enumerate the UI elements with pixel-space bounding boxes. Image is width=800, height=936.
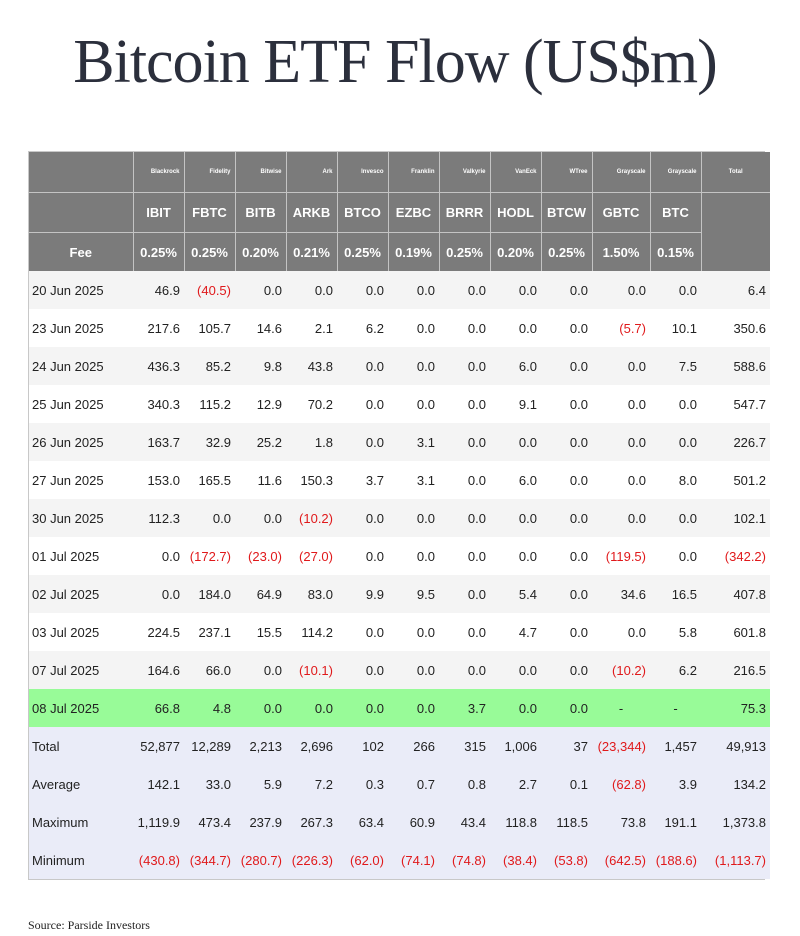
- summary-row: [29, 803, 770, 841]
- flow-value-cell: 0.0: [286, 271, 337, 309]
- flow-value-cell: 5.9: [235, 765, 286, 803]
- fee-cell: 0.15%: [650, 233, 701, 272]
- fee-cell: 0.20%: [490, 233, 541, 272]
- flow-value-cell: 2.7: [490, 765, 541, 803]
- fee-cell: 0.25%: [337, 233, 388, 272]
- flow-value-cell: 0.0: [541, 271, 592, 309]
- fee-cell: 0.25%: [133, 233, 184, 272]
- flow-value-cell: 64.9: [235, 575, 286, 613]
- row-total-cell: 547.7: [701, 385, 770, 423]
- row-total-cell: 6.4: [701, 271, 770, 309]
- flow-value-cell: 163.7: [133, 423, 184, 461]
- flow-value-cell: 0.0: [541, 309, 592, 347]
- flow-value-cell: 83.0: [286, 575, 337, 613]
- flow-value-cell: 0.0: [439, 499, 490, 537]
- flow-value-cell: 0.0: [541, 423, 592, 461]
- issuer-header-cell: Grayscale: [650, 152, 701, 193]
- flow-value-cell: (53.8): [541, 841, 592, 879]
- flow-value-cell: 340.3: [133, 385, 184, 423]
- flow-value-cell: 0.0: [592, 613, 650, 651]
- flow-value-cell: 1.8: [286, 423, 337, 461]
- flow-value-cell: 0.0: [592, 461, 650, 499]
- fee-cell: 0.25%: [439, 233, 490, 272]
- flow-value-cell: 3.7: [337, 461, 388, 499]
- flow-value-cell: 105.7: [184, 309, 235, 347]
- flow-value-cell: 9.8: [235, 347, 286, 385]
- flow-value-cell: 85.2: [184, 347, 235, 385]
- flow-value-cell: 0.0: [133, 575, 184, 613]
- flow-value-cell: (10.2): [286, 499, 337, 537]
- flow-value-cell: 0.0: [439, 461, 490, 499]
- row-total-cell: 134.2: [701, 765, 770, 803]
- row-total-cell: 216.5: [701, 651, 770, 689]
- flow-value-cell: 473.4: [184, 803, 235, 841]
- flow-value-cell: (62.8): [592, 765, 650, 803]
- flow-value-cell: 184.0: [184, 575, 235, 613]
- flow-value-cell: (119.5): [592, 537, 650, 575]
- table-row: [29, 461, 770, 499]
- fee-cell: 0.19%: [388, 233, 439, 272]
- flow-value-cell: 0.0: [337, 651, 388, 689]
- flow-value-cell: 0.0: [490, 499, 541, 537]
- flow-value-cell: 237.9: [235, 803, 286, 841]
- table-row: [29, 575, 770, 613]
- flow-value-cell: 33.0: [184, 765, 235, 803]
- issuer-header-cell: Valkyrie: [439, 152, 490, 193]
- header-corner-cell: [29, 152, 133, 193]
- ticker-header-cell: FBTC: [184, 193, 235, 233]
- ticker-row: [29, 193, 770, 233]
- fee-cell: 0.25%: [541, 233, 592, 272]
- flow-value-cell: 0.0: [388, 537, 439, 575]
- issuer-header-cell: Fidelity: [184, 152, 235, 193]
- flow-value-cell: 43.4: [439, 803, 490, 841]
- flow-value-cell: 115.2: [184, 385, 235, 423]
- flow-value-cell: 118.5: [541, 803, 592, 841]
- issuer-header-cell: Grayscale: [592, 152, 650, 193]
- table-body: [29, 271, 770, 879]
- flow-value-cell: 0.0: [235, 499, 286, 537]
- flow-value-cell: 11.6: [235, 461, 286, 499]
- flow-value-cell: 0.0: [235, 689, 286, 727]
- row-label: 01 Jul 2025: [29, 537, 133, 575]
- flow-value-cell: 34.6: [592, 575, 650, 613]
- flow-value-cell: 142.1: [133, 765, 184, 803]
- row-label: Total: [29, 727, 133, 765]
- issuer-header-cell: VanEck: [490, 152, 541, 193]
- flow-value-cell: -: [650, 689, 701, 727]
- flow-value-cell: 0.0: [541, 689, 592, 727]
- table-row: [29, 499, 770, 537]
- flow-value-cell: 0.0: [439, 537, 490, 575]
- flow-value-cell: 6.2: [650, 651, 701, 689]
- flow-value-cell: 0.0: [592, 499, 650, 537]
- row-label: 25 Jun 2025: [29, 385, 133, 423]
- row-total-cell: 1,373.8: [701, 803, 770, 841]
- page-title: Bitcoin ETF Flow (US$m): [73, 28, 717, 96]
- total-column-header: Total: [701, 152, 770, 193]
- flow-value-cell: (5.7): [592, 309, 650, 347]
- flow-value-cell: 4.8: [184, 689, 235, 727]
- flow-value-cell: 0.0: [235, 651, 286, 689]
- flow-value-cell: 0.1: [541, 765, 592, 803]
- ticker-header-cell: BTCW: [541, 193, 592, 233]
- flow-value-cell: 0.0: [235, 271, 286, 309]
- flow-value-cell: 0.0: [650, 423, 701, 461]
- table-row: [29, 309, 770, 347]
- flow-value-cell: 224.5: [133, 613, 184, 651]
- flow-value-cell: 0.0: [490, 309, 541, 347]
- flow-value-cell: 73.8: [592, 803, 650, 841]
- issuer-header-cell: WTree: [541, 152, 592, 193]
- flow-value-cell: 70.2: [286, 385, 337, 423]
- flow-value-cell: 0.0: [337, 499, 388, 537]
- flow-value-cell: 118.8: [490, 803, 541, 841]
- flow-value-cell: 0.0: [388, 271, 439, 309]
- flow-value-cell: 0.0: [388, 613, 439, 651]
- flow-value-cell: 0.7: [388, 765, 439, 803]
- flow-value-cell: 5.8: [650, 613, 701, 651]
- flow-value-cell: (226.3): [286, 841, 337, 879]
- row-total-cell: (1,113.7): [701, 841, 770, 879]
- fee-cell: 0.21%: [286, 233, 337, 272]
- issuer-header-cell: Franklin: [388, 152, 439, 193]
- flow-value-cell: 0.0: [592, 271, 650, 309]
- flow-value-cell: 0.0: [592, 347, 650, 385]
- row-total-cell: (342.2): [701, 537, 770, 575]
- ticker-header-cell: EZBC: [388, 193, 439, 233]
- flow-value-cell: (172.7): [184, 537, 235, 575]
- flow-value-cell: 0.0: [388, 385, 439, 423]
- flow-value-cell: 0.0: [541, 537, 592, 575]
- ticker-corner-cell: [29, 193, 133, 233]
- flow-value-cell: 0.0: [286, 689, 337, 727]
- issuer-header-cell: Bitwise: [235, 152, 286, 193]
- flow-value-cell: 2,213: [235, 727, 286, 765]
- fee-cell: 0.25%: [184, 233, 235, 272]
- flow-value-cell: 3.7: [439, 689, 490, 727]
- row-total-cell: 49,913: [701, 727, 770, 765]
- fee-cell: 1.50%: [592, 233, 650, 272]
- flow-value-cell: 0.0: [490, 651, 541, 689]
- flow-value-cell: 6.2: [337, 309, 388, 347]
- flow-value-cell: 0.0: [439, 651, 490, 689]
- flow-value-cell: 153.0: [133, 461, 184, 499]
- flow-value-cell: 0.0: [650, 385, 701, 423]
- flow-value-cell: 0.0: [541, 461, 592, 499]
- flow-value-cell: 0.0: [650, 537, 701, 575]
- flow-value-cell: 43.8: [286, 347, 337, 385]
- flow-value-cell: 0.0: [337, 347, 388, 385]
- flow-value-cell: 0.0: [650, 499, 701, 537]
- flow-value-cell: 267.3: [286, 803, 337, 841]
- fee-cell: 0.20%: [235, 233, 286, 272]
- flow-value-cell: 0.0: [490, 423, 541, 461]
- flow-value-cell: (74.8): [439, 841, 490, 879]
- ticker-header-cell: BTC: [650, 193, 701, 233]
- flow-value-cell: 1,006: [490, 727, 541, 765]
- flow-value-cell: 3.1: [388, 461, 439, 499]
- flow-value-cell: 0.0: [541, 575, 592, 613]
- flow-value-cell: 9.9: [337, 575, 388, 613]
- flow-value-cell: 0.0: [541, 651, 592, 689]
- flow-value-cell: 0.8: [439, 765, 490, 803]
- table-row: [29, 347, 770, 385]
- flow-value-cell: 0.0: [337, 385, 388, 423]
- flow-value-cell: -: [592, 689, 650, 727]
- table-row: [29, 613, 770, 651]
- issuer-row: [29, 152, 770, 193]
- row-label: Maximum: [29, 803, 133, 841]
- flow-value-cell: 0.0: [541, 347, 592, 385]
- row-label: 23 Jun 2025: [29, 309, 133, 347]
- flow-value-cell: 0.3: [337, 765, 388, 803]
- row-label: 02 Jul 2025: [29, 575, 133, 613]
- flow-value-cell: 0.0: [592, 423, 650, 461]
- flow-value-cell: 5.4: [490, 575, 541, 613]
- row-label: Average: [29, 765, 133, 803]
- table-row: [29, 689, 770, 727]
- etf-flow-table: [29, 152, 770, 879]
- flow-value-cell: (23.0): [235, 537, 286, 575]
- flow-value-cell: 114.2: [286, 613, 337, 651]
- table-row: [29, 385, 770, 423]
- flow-value-cell: 0.0: [439, 575, 490, 613]
- flow-value-cell: 0.0: [650, 271, 701, 309]
- flow-value-cell: 112.3: [133, 499, 184, 537]
- flow-value-cell: (74.1): [388, 841, 439, 879]
- ticker-header-cell: IBIT: [133, 193, 184, 233]
- flow-value-cell: 266: [388, 727, 439, 765]
- issuer-header-cell: Ark: [286, 152, 337, 193]
- summary-row: [29, 841, 770, 879]
- flow-value-cell: (10.2): [592, 651, 650, 689]
- table-row: [29, 271, 770, 309]
- flow-value-cell: 12,289: [184, 727, 235, 765]
- row-total-cell: 226.7: [701, 423, 770, 461]
- issuer-header-cell: Blackrock: [133, 152, 184, 193]
- flow-value-cell: 0.0: [337, 537, 388, 575]
- flow-value-cell: 436.3: [133, 347, 184, 385]
- flow-value-cell: 7.5: [650, 347, 701, 385]
- ticker-header-cell: BRRR: [439, 193, 490, 233]
- flow-value-cell: (280.7): [235, 841, 286, 879]
- etf-flow-table-container: [28, 151, 765, 880]
- ticker-header-cell: BTCO: [337, 193, 388, 233]
- row-total-cell: 588.6: [701, 347, 770, 385]
- flow-value-cell: (344.7): [184, 841, 235, 879]
- flow-value-cell: 6.0: [490, 347, 541, 385]
- flow-value-cell: 15.5: [235, 613, 286, 651]
- flow-value-cell: 0.0: [490, 689, 541, 727]
- flow-value-cell: 0.0: [337, 613, 388, 651]
- flow-value-cell: 1,119.9: [133, 803, 184, 841]
- fee-label: Fee: [29, 233, 133, 272]
- row-total-cell: 501.2: [701, 461, 770, 499]
- ticker-header-cell: GBTC: [592, 193, 650, 233]
- flow-value-cell: 2,696: [286, 727, 337, 765]
- total-column-spacer: [701, 193, 770, 233]
- flow-value-cell: 0.0: [388, 499, 439, 537]
- flow-value-cell: 3.9: [650, 765, 701, 803]
- flow-value-cell: (27.0): [286, 537, 337, 575]
- flow-value-cell: 217.6: [133, 309, 184, 347]
- flow-value-cell: 3.1: [388, 423, 439, 461]
- flow-value-cell: 0.0: [388, 651, 439, 689]
- table-row: [29, 423, 770, 461]
- flow-value-cell: 0.0: [388, 347, 439, 385]
- total-fee-spacer: [701, 233, 770, 272]
- flow-value-cell: 0.0: [439, 347, 490, 385]
- flow-value-cell: 0.0: [184, 499, 235, 537]
- row-total-cell: 601.8: [701, 613, 770, 651]
- flow-value-cell: 0.0: [439, 271, 490, 309]
- flow-value-cell: 0.0: [490, 537, 541, 575]
- flow-value-cell: 46.9: [133, 271, 184, 309]
- flow-value-cell: 66.8: [133, 689, 184, 727]
- ticker-header-cell: ARKB: [286, 193, 337, 233]
- flow-value-cell: 9.1: [490, 385, 541, 423]
- flow-value-cell: 6.0: [490, 461, 541, 499]
- flow-value-cell: 14.6: [235, 309, 286, 347]
- flow-value-cell: (10.1): [286, 651, 337, 689]
- row-total-cell: 102.1: [701, 499, 770, 537]
- row-label: 08 Jul 2025: [29, 689, 133, 727]
- flow-value-cell: 16.5: [650, 575, 701, 613]
- flow-value-cell: 237.1: [184, 613, 235, 651]
- row-label: 03 Jul 2025: [29, 613, 133, 651]
- fee-row: [29, 233, 770, 272]
- flow-value-cell: (430.8): [133, 841, 184, 879]
- flow-value-cell: 0.0: [337, 271, 388, 309]
- flow-value-cell: 12.9: [235, 385, 286, 423]
- flow-value-cell: (40.5): [184, 271, 235, 309]
- flow-value-cell: (23,344): [592, 727, 650, 765]
- flow-value-cell: 0.0: [337, 689, 388, 727]
- flow-value-cell: 66.0: [184, 651, 235, 689]
- flow-value-cell: 164.6: [133, 651, 184, 689]
- row-label: 07 Jul 2025: [29, 651, 133, 689]
- flow-value-cell: 10.1: [650, 309, 701, 347]
- flow-value-cell: 52,877: [133, 727, 184, 765]
- flow-value-cell: 0.0: [541, 385, 592, 423]
- flow-value-cell: 9.5: [388, 575, 439, 613]
- table-header: [29, 152, 770, 271]
- summary-row: [29, 765, 770, 803]
- flow-value-cell: 4.7: [490, 613, 541, 651]
- flow-value-cell: 7.2: [286, 765, 337, 803]
- flow-value-cell: 102: [337, 727, 388, 765]
- flow-value-cell: 2.1: [286, 309, 337, 347]
- flow-value-cell: 0.0: [592, 385, 650, 423]
- row-label: 20 Jun 2025: [29, 271, 133, 309]
- row-label: 30 Jun 2025: [29, 499, 133, 537]
- flow-value-cell: 191.1: [650, 803, 701, 841]
- flow-value-cell: 32.9: [184, 423, 235, 461]
- row-label: Minimum: [29, 841, 133, 879]
- flow-value-cell: 0.0: [490, 271, 541, 309]
- row-label: 24 Jun 2025: [29, 347, 133, 385]
- row-total-cell: 407.8: [701, 575, 770, 613]
- row-total-cell: 350.6: [701, 309, 770, 347]
- flow-value-cell: 315: [439, 727, 490, 765]
- flow-value-cell: 150.3: [286, 461, 337, 499]
- flow-value-cell: 0.0: [388, 309, 439, 347]
- flow-value-cell: 0.0: [439, 423, 490, 461]
- table-row: [29, 651, 770, 689]
- flow-value-cell: (188.6): [650, 841, 701, 879]
- flow-value-cell: 0.0: [337, 423, 388, 461]
- ticker-header-cell: HODL: [490, 193, 541, 233]
- flow-value-cell: 0.0: [133, 537, 184, 575]
- issuer-header-cell: Invesco: [337, 152, 388, 193]
- flow-value-cell: 0.0: [541, 613, 592, 651]
- flow-value-cell: 1,457: [650, 727, 701, 765]
- flow-value-cell: 25.2: [235, 423, 286, 461]
- flow-value-cell: 8.0: [650, 461, 701, 499]
- flow-value-cell: 0.0: [439, 613, 490, 651]
- flow-value-cell: 0.0: [439, 385, 490, 423]
- table-row: [29, 537, 770, 575]
- flow-value-cell: 60.9: [388, 803, 439, 841]
- summary-row: [29, 727, 770, 765]
- row-total-cell: 75.3: [701, 689, 770, 727]
- flow-value-cell: 165.5: [184, 461, 235, 499]
- flow-value-cell: (62.0): [337, 841, 388, 879]
- flow-value-cell: 0.0: [439, 309, 490, 347]
- row-label: 27 Jun 2025: [29, 461, 133, 499]
- flow-value-cell: 0.0: [388, 689, 439, 727]
- flow-value-cell: 0.0: [541, 499, 592, 537]
- flow-value-cell: (642.5): [592, 841, 650, 879]
- flow-value-cell: (38.4): [490, 841, 541, 879]
- flow-value-cell: 37: [541, 727, 592, 765]
- flow-value-cell: 63.4: [337, 803, 388, 841]
- ticker-header-cell: BITB: [235, 193, 286, 233]
- source-note: Source: Parside Investors: [28, 918, 150, 932]
- row-label: 26 Jun 2025: [29, 423, 133, 461]
